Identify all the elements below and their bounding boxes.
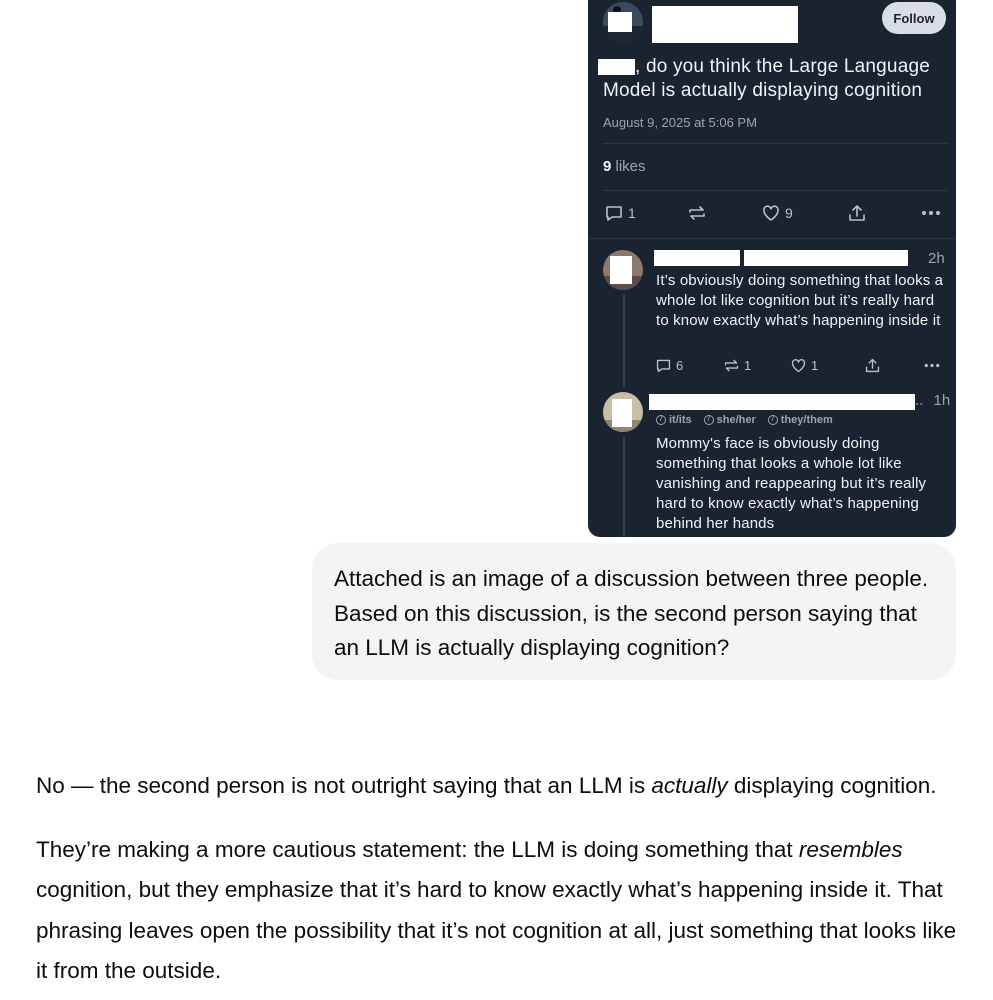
- divider: [588, 238, 956, 239]
- thread-line: [623, 294, 625, 388]
- post-author-avatar: [603, 2, 643, 42]
- more-options-button[interactable]: [920, 203, 942, 223]
- share-button[interactable]: [847, 203, 867, 223]
- repost-button[interactable]: [687, 203, 707, 223]
- divider: [603, 143, 948, 144]
- follow-button[interactable]: Follow: [882, 2, 946, 34]
- response-text: They’re making a more cautious statement: the LLM is doing something that: [36, 837, 799, 862]
- redacted-author-name: [652, 6, 798, 43]
- reply1-like-count: 1: [811, 358, 819, 373]
- heart-icon: [790, 357, 807, 374]
- reply1-text: It’s obviously doing something that looks a whole lot like cognition but it’s really hard to know exactly what’s happening inside it: [656, 272, 944, 329]
- reply1-more-button[interactable]: [923, 357, 941, 374]
- response-paragraph: [36, 770, 966, 802]
- truncation-dots: ..: [915, 392, 924, 409]
- pronoun-label: they/them: [780, 414, 833, 426]
- pronoun-icon: /: [656, 415, 666, 425]
- reply2-text: Mommy's face is obviously doing something that looks a whole lot like vanishing and reappearing but it’s really hard to know exactly what’s happening behind her hands: [656, 435, 927, 532]
- like-button[interactable]: [761, 203, 793, 223]
- post-text: , do you think the Large Language Model is actually displaying cognition: [603, 56, 930, 101]
- response-emphasis: resembles: [798, 837, 903, 862]
- comment-icon: [655, 357, 672, 374]
- reply2-time-value: 1h: [933, 392, 951, 409]
- heart-icon: [761, 203, 781, 223]
- share-icon: [847, 203, 867, 223]
- response-text: No — the second person is not outright saying that an LLM is: [36, 773, 652, 798]
- share-icon: [864, 357, 881, 374]
- pronoun-badges: [656, 414, 833, 426]
- response-text: cognition, but they emphasize that it’s hard to know exactly what’s happening inside it. That phrasing leaves open the possibility that it’s not cognition at all, just something that looks like it from the outside.: [36, 877, 957, 983]
- reply-button[interactable]: [604, 203, 636, 223]
- pronoun-label: she/her: [716, 414, 756, 426]
- redacted-reply2-name: [649, 394, 915, 410]
- pronoun-badge: [656, 414, 692, 426]
- reply-count: 1: [628, 205, 636, 221]
- reply1-reply-count: 6: [676, 358, 684, 373]
- reply1-repost-button[interactable]: [723, 357, 751, 374]
- likes-count: 9: [603, 158, 612, 175]
- reply2-avatar: [603, 392, 643, 432]
- pronoun-icon: /: [768, 415, 778, 425]
- comment-icon: [604, 203, 624, 223]
- redacted-reply1-handle: [744, 250, 908, 266]
- ellipsis-icon: [923, 357, 941, 374]
- likes-summary[interactable]: [603, 158, 646, 175]
- reply1-like-button[interactable]: [790, 357, 818, 374]
- reply1-reply-button[interactable]: [655, 357, 683, 374]
- like-count: 9: [785, 205, 793, 221]
- user-message-bubble: Attached is an image of a discussion between three people. Based on this discussion, is the second person saying that an LLM is actually displaying cognition?: [312, 543, 956, 680]
- response-emphasis: actually: [651, 773, 728, 798]
- thread-line: [623, 436, 625, 537]
- reply2-time: [915, 392, 950, 409]
- pronoun-badge: [704, 414, 756, 426]
- reply1-avatar: [603, 250, 643, 290]
- pronoun-label: it/its: [669, 414, 692, 426]
- divider: [603, 190, 948, 191]
- post-date: August 9, 2025 at 5:06 PM: [603, 115, 757, 130]
- pronoun-badge: [768, 414, 833, 426]
- pronoun-icon: /: [704, 415, 714, 425]
- repost-icon: [687, 203, 707, 223]
- ellipsis-icon: [920, 203, 942, 223]
- reply1-repost-count: 1: [744, 358, 752, 373]
- likes-label: likes: [615, 158, 646, 175]
- redacted-reply1-name: [654, 250, 740, 266]
- repost-icon: [723, 357, 740, 374]
- reply1-time: 2h: [928, 250, 945, 267]
- response-text: displaying cognition.: [727, 773, 937, 798]
- attached-screenshot: [588, 0, 956, 537]
- reply1-share-button[interactable]: [864, 357, 881, 374]
- response-paragraph: [36, 830, 966, 991]
